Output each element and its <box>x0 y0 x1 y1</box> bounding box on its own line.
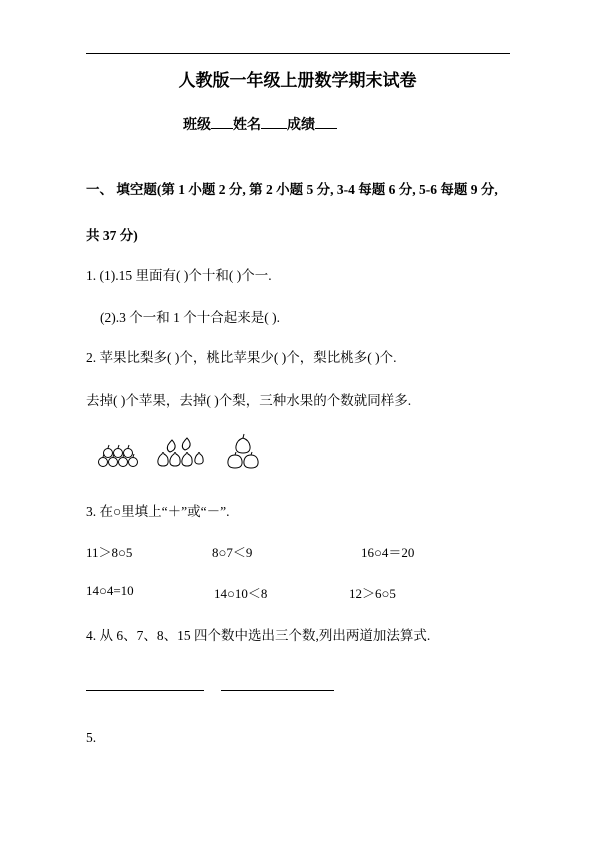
q4-text: 4. 从 6、7、8、15 四个数中选出三个数,列出两道加法算式. <box>86 628 431 643</box>
score-blank[interactable] <box>315 116 337 129</box>
q3-item-5[interactable]: 14○10＜8 <box>214 586 268 601</box>
page-title: 人教版一年级上册数学期末试卷 <box>178 71 417 90</box>
score-label: 成绩 <box>287 118 315 133</box>
q3-item-3[interactable]: 16○4＝20 <box>361 545 415 560</box>
q1-part2: (2).3 个一和 1 个十合起来是( ). <box>100 310 280 325</box>
peaches-icon <box>226 430 260 472</box>
q3-item-2[interactable]: 8○7＜9 <box>212 545 253 560</box>
answer-line-1[interactable] <box>86 690 204 691</box>
student-info <box>183 114 337 134</box>
header-rule <box>86 53 510 54</box>
answer-line-2[interactable] <box>221 690 334 691</box>
apples-icon <box>97 430 143 472</box>
q3-text: 3. 在○里填上“＋”或“－”. <box>86 504 230 519</box>
class-label: 班级 <box>183 118 211 133</box>
q5-text: 5. <box>86 730 97 745</box>
q1-part1: 1. (1).15 里面有( )个十和( )个一. <box>86 268 272 283</box>
section1-heading-cont: 共 37 分) <box>86 228 138 243</box>
class-blank[interactable] <box>211 116 233 129</box>
name-blank[interactable] <box>261 116 287 129</box>
name-label: 姓名 <box>233 118 261 133</box>
section1-heading: 一、 填空题(第 1 小题 2 分, 第 2 小题 5 分, 3-4 每题 6 分, 5-6 每题 9 分, <box>86 182 498 197</box>
q3-item-1[interactable]: 11＞8○5 <box>86 545 133 560</box>
q3-item-6[interactable]: 12＞6○5 <box>349 586 396 601</box>
pears-icon <box>155 430 205 472</box>
q3-item-4[interactable]: 14○4=10 <box>86 583 134 598</box>
q2-line1: 2. 苹果比梨多( )个，桃比苹果少( )个，梨比桃多( )个. <box>86 350 397 365</box>
q2-line2: 去掉( )个苹果，去掉( )个梨，三种水果的个数就同样多. <box>86 393 412 408</box>
